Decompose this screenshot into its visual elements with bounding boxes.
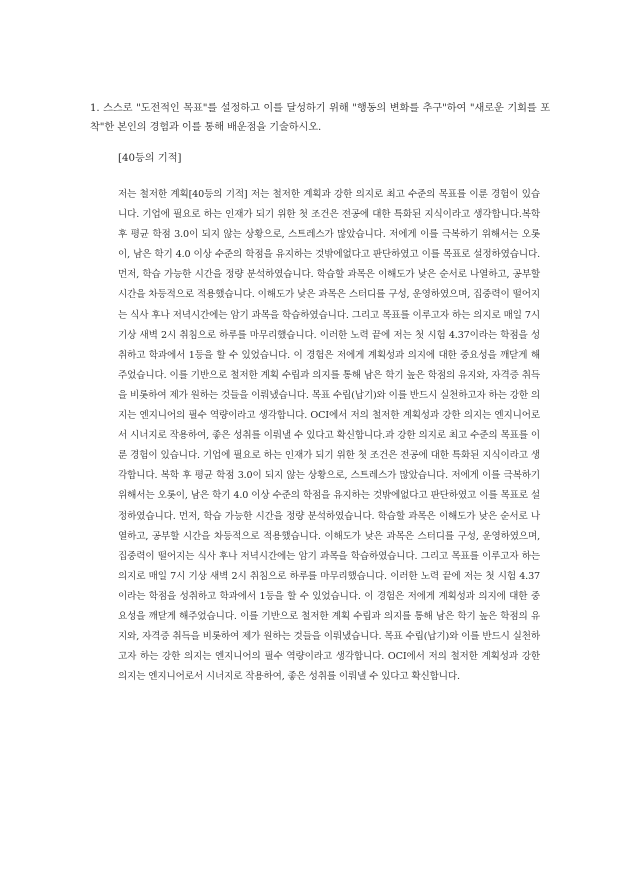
essay-body: 저는 철저한 계획[40등의 기적] 저는 철저한 계획과 강한 의지로 최고 수준의 목표를 이룬 경험이 있습니다. 기업에 필요로 하는 인재가 되기 위한 첫 조건은 전공에 대한 특화된 지식이라고 생각합니다.복학 후 평균 학점 3.0이 되지 않는 상황으로, 스트레스가 많았습니다. 저에게 이를 극복하기 위해서는 오롯이, 남은 학기 4.0 이상 수준의 학점을 유지하는 것밖에없다고 판단하였고 이를 목표로 설정하였습니다. 먼저, 학습 가능한 시간을 정량 분석하였습니다. 학습할 과목은 이해도가 낮은 순서로 나열하고, 공부할 시간을 차등적으로 적용했습니다. 이해도가 낮은 과목은 스터디를 구성, 운영하였으며, 집중력이 떨어지는 식사 후나 저녁시간에는 암기 과목을 학습하였습니다. 그리고 목표를 이루고자 하는 의지로 매일 7시 기상 새벽 2시 취침으로 하루를 마무리했습니다. 이러한 노력 끝에 저는 첫 시험 4.37이라는 학점을 성취하고 학과에서 1등을 할 수 있었습니다. 이 경험은 저에게 계획성과 의지에 대한 중요성을 깨닫게 해주었습니다. 이를 기반으로 철저한 계획 수립과 의지를 통해 남은 학기 높은 학점의 유지와, 자격증 취득을 비롯하여 제가 원하는 것들을 이뤄냈습니다. 목표 수립(납기)와 이를 반드시 실천하고자 하는 강한 의지는 엔지니어의 필수 역량이라고 생각합니다. OCI에서 저의 철저한 계획성과 강한 의지는 엔지니어로서 시너지로 작용하여, 좋은 성취를 이뤄낼 수 있다고 확신합니다.과 강한 의지로 최고 수준의 목표를 이룬 경험이 있습니다. 기업에 필요로 하는 인재가 되기 위한 첫 조건은 전공에 대한 특화된 지식이라고 생각합니다. 복학 후 평균 학점 3.0이 되지 않는 상황으로, 스트레스가 많았습니다. 저에게 이를 극복하기 위해서는 오롯이, 남은 학기 4.0 이상 수준의 학점을 유지하는 것밖에없다고 판단하였고 이를 목표로 설정하였습니다. 먼저, 학습 가능한 시간을 정량 분석하였습니다. 학습할 과목은 이해도가 낮은 순서로 나열하고, 공부할 시간을 차등적으로 적용했습니다. 이해도가 낮은 과목은 스터디를 구성, 운영하였으며, 집중력이 떨어지는 식사 후나 저녁시간에는 암기 과목을 학습하였습니다. 그리고 목표를 이루고자 하는 의지로 매일 7시 기상 새벽 2시 취침으로 하루를 마무리했습니다. 이러한 노력 끝에 저는 첫 시험 4.37이라는 학점을 성취하고 학과에서 1등을 할 수 있었습니다. 이 경험은 저에게 계획성과 의지에 대한 중요성을 깨닫게 해주었습니다. 이를 기반으로 철저한 계획 수립과 의지를 통해 남은 학기 높은 학점의 유지와, 자격증 취득을 비롯하여 제가 원하는 것들을 이뤄냈습니다. 목표 수립(납기)와 이를 반드시 실천하고자 하는 강한 의지는 엔지니어의 필수 역량이라고 생각합니다. OCI에서 저의 철저한 계획성과 강한 의지는 엔지니어로서 시너지로 작용하여, 좋은 성취를 이뤄낼 수 있다고 확신합니다. — [118, 189, 540, 683]
question-text: 1. 스스로 "도전적인 목표"를 설정하고 이를 달성하기 위해 "행동의 변화를 추구"하여 "새로운 기회를 포착"한 본인의 경험과 이를 통해 배운점을 기술하시오. — [90, 103, 550, 133]
section-heading: [40등의 기적] — [118, 153, 182, 164]
